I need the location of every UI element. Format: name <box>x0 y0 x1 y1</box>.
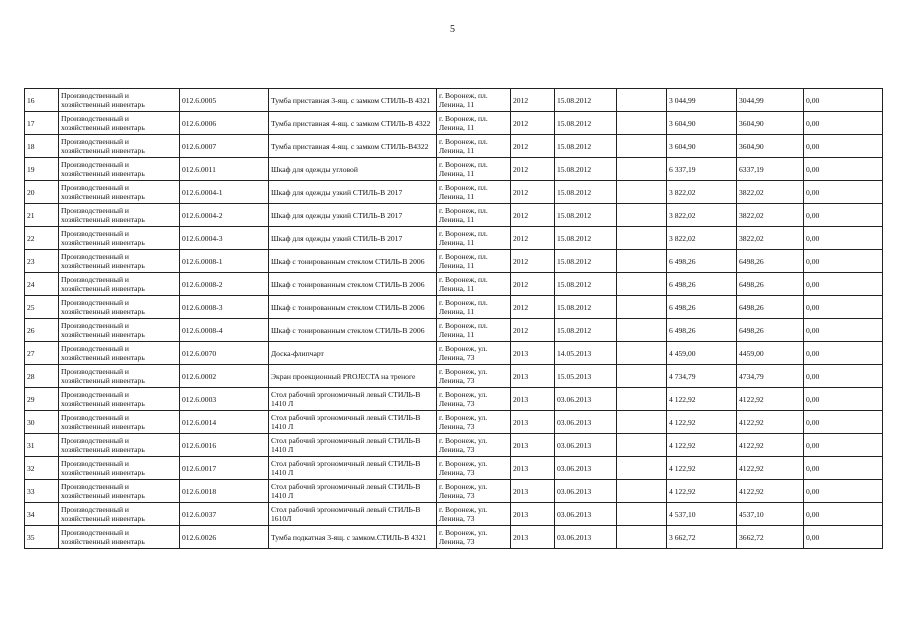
empty-cell-cell <box>617 388 667 411</box>
book-cost-cell: 6498,26 <box>737 250 804 273</box>
asset-category-cell: Производственный и хозяйственный инвентарь <box>59 411 180 434</box>
initial-cost-cell: 4 122,92 <box>667 434 737 457</box>
residual-value-cell: 0,00 <box>804 204 883 227</box>
residual-value-cell: 0,00 <box>804 434 883 457</box>
table-row <box>25 342 883 365</box>
row-number-cell: 17 <box>25 112 59 135</box>
asset-address-cell: г. Воронеж, пл. Ленина, 11 <box>437 319 511 342</box>
year-cell: 2012 <box>511 158 555 181</box>
year-cell: 2012 <box>511 250 555 273</box>
row-number-cell: 18 <box>25 135 59 158</box>
initial-cost-cell: 6 498,26 <box>667 319 737 342</box>
inventory-code-cell: 012.6.0002 <box>180 365 269 388</box>
initial-cost-cell: 6 337,19 <box>667 158 737 181</box>
acquisition-date-cell: 15.08.2012 <box>555 181 617 204</box>
asset-category-cell: Производственный и хозяйственный инвентарь <box>59 273 180 296</box>
asset-address-cell: г. Воронеж, пл. Ленина, 11 <box>437 250 511 273</box>
asset-category-cell: Производственный и хозяйственный инвентарь <box>59 112 180 135</box>
asset-name-cell: Тумба приставная 3-ящ. с замком СТИЛЬ-В 4321 <box>269 89 437 112</box>
residual-value-cell: 0,00 <box>804 296 883 319</box>
asset-address-cell: г. Воронеж, пл. Ленина, 11 <box>437 296 511 319</box>
asset-name-cell: Шкаф с тонированным стеклом СТИЛЬ-В 2006 <box>269 273 437 296</box>
table-row <box>25 135 883 158</box>
empty-cell-cell <box>617 227 667 250</box>
asset-address-cell: г. Воронеж, ул. Ленина, 73 <box>437 342 511 365</box>
acquisition-date-cell: 15.08.2012 <box>555 319 617 342</box>
acquisition-date-cell: 15.08.2012 <box>555 204 617 227</box>
year-cell: 2013 <box>511 365 555 388</box>
book-cost-cell: 4537,10 <box>737 503 804 526</box>
empty-cell-cell <box>617 434 667 457</box>
asset-name-cell: Экран проекционный PROJECTA на треноге <box>269 365 437 388</box>
year-cell: 2013 <box>511 434 555 457</box>
empty-cell-cell <box>617 158 667 181</box>
book-cost-cell: 3604,90 <box>737 135 804 158</box>
asset-address-cell: г. Воронеж, пл. Ленина, 11 <box>437 89 511 112</box>
empty-cell-cell <box>617 89 667 112</box>
residual-value-cell: 0,00 <box>804 273 883 296</box>
empty-cell-cell <box>617 135 667 158</box>
asset-address-cell: г. Воронеж, пл. Ленина, 11 <box>437 204 511 227</box>
initial-cost-cell: 6 498,26 <box>667 296 737 319</box>
acquisition-date-cell: 15.05.2013 <box>555 365 617 388</box>
initial-cost-cell: 4 122,92 <box>667 411 737 434</box>
row-number-cell: 21 <box>25 204 59 227</box>
acquisition-date-cell: 15.08.2012 <box>555 227 617 250</box>
residual-value-cell: 0,00 <box>804 457 883 480</box>
book-cost-cell: 6498,26 <box>737 273 804 296</box>
row-number-cell: 24 <box>25 273 59 296</box>
asset-name-cell: Стол рабочий эргономичный левый СТИЛЬ-В 1410 Л <box>269 388 437 411</box>
book-cost-cell: 4734,79 <box>737 365 804 388</box>
residual-value-cell: 0,00 <box>804 158 883 181</box>
page-number: 5 <box>450 24 455 35</box>
asset-address-cell: г. Воронеж, ул. Ленина, 73 <box>437 411 511 434</box>
asset-category-cell: Производственный и хозяйственный инвентарь <box>59 434 180 457</box>
table-row <box>25 457 883 480</box>
inventory-code-cell: 012.6.0018 <box>180 480 269 503</box>
year-cell: 2012 <box>511 227 555 250</box>
asset-category-cell: Производственный и хозяйственный инвентарь <box>59 181 180 204</box>
acquisition-date-cell: 15.08.2012 <box>555 296 617 319</box>
year-cell: 2013 <box>511 457 555 480</box>
inventory-code-cell: 012.6.0016 <box>180 434 269 457</box>
empty-cell-cell <box>617 503 667 526</box>
row-number-cell: 19 <box>25 158 59 181</box>
asset-name-cell: Шкаф для одежды узкий СТИЛЬ-В 2017 <box>269 181 437 204</box>
residual-value-cell: 0,00 <box>804 480 883 503</box>
table-row <box>25 480 883 503</box>
inventory-code-cell: 012.6.0014 <box>180 411 269 434</box>
asset-category-cell: Производственный и хозяйственный инвентарь <box>59 135 180 158</box>
book-cost-cell: 3662,72 <box>737 526 804 549</box>
asset-address-cell: г. Воронеж, ул. Ленина, 73 <box>437 388 511 411</box>
initial-cost-cell: 6 498,26 <box>667 250 737 273</box>
residual-value-cell: 0,00 <box>804 250 883 273</box>
asset-address-cell: г. Воронеж, ул. Ленина, 73 <box>437 365 511 388</box>
table-row <box>25 227 883 250</box>
acquisition-date-cell: 03.06.2013 <box>555 526 617 549</box>
book-cost-cell: 6498,26 <box>737 296 804 319</box>
asset-name-cell: Шкаф с тонированным стеклом СТИЛЬ-В 2006 <box>269 319 437 342</box>
inventory-code-cell: 012.6.0003 <box>180 388 269 411</box>
inventory-code-cell: 012.6.0008-2 <box>180 273 269 296</box>
acquisition-date-cell: 15.08.2012 <box>555 89 617 112</box>
residual-value-cell: 0,00 <box>804 112 883 135</box>
table-row <box>25 112 883 135</box>
row-number-cell: 30 <box>25 411 59 434</box>
acquisition-date-cell: 03.06.2013 <box>555 411 617 434</box>
initial-cost-cell: 4 459,00 <box>667 342 737 365</box>
table-row <box>25 319 883 342</box>
table-row <box>25 388 883 411</box>
year-cell: 2012 <box>511 204 555 227</box>
asset-category-cell: Производственный и хозяйственный инвентарь <box>59 250 180 273</box>
asset-category-cell: Производственный и хозяйственный инвентарь <box>59 342 180 365</box>
inventory-code-cell: 012.6.0070 <box>180 342 269 365</box>
residual-value-cell: 0,00 <box>804 503 883 526</box>
table-row <box>25 204 883 227</box>
acquisition-date-cell: 14.05.2013 <box>555 342 617 365</box>
initial-cost-cell: 6 498,26 <box>667 273 737 296</box>
acquisition-date-cell: 03.06.2013 <box>555 457 617 480</box>
row-number-cell: 27 <box>25 342 59 365</box>
table-row <box>25 296 883 319</box>
asset-address-cell: г. Воронеж, пл. Ленина, 11 <box>437 273 511 296</box>
asset-category-cell: Производственный и хозяйственный инвентарь <box>59 365 180 388</box>
book-cost-cell: 4122,92 <box>737 480 804 503</box>
empty-cell-cell <box>617 480 667 503</box>
inventory-code-cell: 012.6.0004-3 <box>180 227 269 250</box>
residual-value-cell: 0,00 <box>804 227 883 250</box>
book-cost-cell: 4122,92 <box>737 434 804 457</box>
book-cost-cell: 6337,19 <box>737 158 804 181</box>
initial-cost-cell: 3 044,99 <box>667 89 737 112</box>
year-cell: 2013 <box>511 411 555 434</box>
residual-value-cell: 0,00 <box>804 342 883 365</box>
row-number-cell: 28 <box>25 365 59 388</box>
acquisition-date-cell: 03.06.2013 <box>555 503 617 526</box>
table-row <box>25 526 883 549</box>
initial-cost-cell: 3 822,02 <box>667 227 737 250</box>
acquisition-date-cell: 03.06.2013 <box>555 434 617 457</box>
year-cell: 2013 <box>511 480 555 503</box>
residual-value-cell: 0,00 <box>804 181 883 204</box>
row-number-cell: 35 <box>25 526 59 549</box>
table-body <box>25 89 883 549</box>
inventory-code-cell: 012.6.0005 <box>180 89 269 112</box>
inventory-code-cell: 012.6.0026 <box>180 526 269 549</box>
empty-cell-cell <box>617 526 667 549</box>
initial-cost-cell: 3 604,90 <box>667 135 737 158</box>
row-number-cell: 23 <box>25 250 59 273</box>
year-cell: 2012 <box>511 112 555 135</box>
book-cost-cell: 4459,00 <box>737 342 804 365</box>
asset-category-cell: Производственный и хозяйственный инвентарь <box>59 503 180 526</box>
book-cost-cell: 4122,92 <box>737 388 804 411</box>
asset-category-cell: Производственный и хозяйственный инвентарь <box>59 227 180 250</box>
asset-category-cell: Производственный и хозяйственный инвентарь <box>59 296 180 319</box>
asset-category-cell: Производственный и хозяйственный инвентарь <box>59 388 180 411</box>
table-row <box>25 89 883 112</box>
asset-address-cell: г. Воронеж, пл. Ленина, 11 <box>437 158 511 181</box>
row-number-cell: 22 <box>25 227 59 250</box>
row-number-cell: 16 <box>25 89 59 112</box>
initial-cost-cell: 4 734,79 <box>667 365 737 388</box>
asset-category-cell: Производственный и хозяйственный инвентарь <box>59 158 180 181</box>
residual-value-cell: 0,00 <box>804 411 883 434</box>
year-cell: 2012 <box>511 296 555 319</box>
residual-value-cell: 0,00 <box>804 526 883 549</box>
acquisition-date-cell: 03.06.2013 <box>555 480 617 503</box>
empty-cell-cell <box>617 319 667 342</box>
empty-cell-cell <box>617 204 667 227</box>
asset-address-cell: г. Воронеж, ул. Ленина, 73 <box>437 526 511 549</box>
residual-value-cell: 0,00 <box>804 135 883 158</box>
row-number-cell: 32 <box>25 457 59 480</box>
asset-name-cell: Шкаф для одежды узкий СТИЛЬ-В 2017 <box>269 204 437 227</box>
inventory-code-cell: 012.6.0006 <box>180 112 269 135</box>
residual-value-cell: 0,00 <box>804 319 883 342</box>
inventory-code-cell: 012.6.0017 <box>180 457 269 480</box>
empty-cell-cell <box>617 342 667 365</box>
initial-cost-cell: 4 122,92 <box>667 457 737 480</box>
year-cell: 2012 <box>511 319 555 342</box>
row-number-cell: 34 <box>25 503 59 526</box>
initial-cost-cell: 4 537,10 <box>667 503 737 526</box>
row-number-cell: 33 <box>25 480 59 503</box>
asset-category-cell: Производственный и хозяйственный инвентарь <box>59 204 180 227</box>
book-cost-cell: 3044,99 <box>737 89 804 112</box>
asset-category-cell: Производственный и хозяйственный инвентарь <box>59 457 180 480</box>
inventory-code-cell: 012.6.0037 <box>180 503 269 526</box>
initial-cost-cell: 3 822,02 <box>667 204 737 227</box>
row-number-cell: 31 <box>25 434 59 457</box>
table-row <box>25 434 883 457</box>
initial-cost-cell: 3 822,02 <box>667 181 737 204</box>
empty-cell-cell <box>617 112 667 135</box>
row-number-cell: 29 <box>25 388 59 411</box>
inventory-code-cell: 012.6.0008-4 <box>180 319 269 342</box>
asset-name-cell: Тумба приставная 4-ящ. с замком СТИЛЬ-В4322 <box>269 135 437 158</box>
book-cost-cell: 6498,26 <box>737 319 804 342</box>
residual-value-cell: 0,00 <box>804 365 883 388</box>
empty-cell-cell <box>617 181 667 204</box>
initial-cost-cell: 3 662,72 <box>667 526 737 549</box>
year-cell: 2013 <box>511 526 555 549</box>
asset-name-cell: Шкаф для одежды узкий СТИЛЬ-В 2017 <box>269 227 437 250</box>
asset-category-cell: Производственный и хозяйственный инвентарь <box>59 526 180 549</box>
acquisition-date-cell: 03.06.2013 <box>555 388 617 411</box>
book-cost-cell: 4122,92 <box>737 457 804 480</box>
inventory-table <box>24 88 883 549</box>
table-row <box>25 250 883 273</box>
asset-name-cell: Шкаф с тонированным стеклом СТИЛЬ-В 2006 <box>269 296 437 319</box>
asset-name-cell: Стол рабочий эргономичный левый СТИЛЬ-В 1410 Л <box>269 457 437 480</box>
asset-address-cell: г. Воронеж, пл. Ленина, 11 <box>437 227 511 250</box>
table-row <box>25 158 883 181</box>
year-cell: 2013 <box>511 342 555 365</box>
acquisition-date-cell: 15.08.2012 <box>555 158 617 181</box>
book-cost-cell: 4122,92 <box>737 411 804 434</box>
empty-cell-cell <box>617 250 667 273</box>
residual-value-cell: 0,00 <box>804 388 883 411</box>
table-row <box>25 503 883 526</box>
book-cost-cell: 3822,02 <box>737 204 804 227</box>
year-cell: 2013 <box>511 503 555 526</box>
acquisition-date-cell: 15.08.2012 <box>555 135 617 158</box>
acquisition-date-cell: 15.08.2012 <box>555 112 617 135</box>
asset-address-cell: г. Воронеж, пл. Ленина, 11 <box>437 135 511 158</box>
asset-name-cell: Стол рабочий эргономичный левый СТИЛЬ-В 1610Л <box>269 503 437 526</box>
inventory-code-cell: 012.6.0008-1 <box>180 250 269 273</box>
inventory-code-cell: 012.6.0004-1 <box>180 181 269 204</box>
table-row <box>25 365 883 388</box>
asset-address-cell: г. Воронеж, пл. Ленина, 11 <box>437 112 511 135</box>
asset-name-cell: Шкаф для одежды угловой <box>269 158 437 181</box>
table-row <box>25 181 883 204</box>
acquisition-date-cell: 15.08.2012 <box>555 250 617 273</box>
empty-cell-cell <box>617 273 667 296</box>
inventory-code-cell: 012.6.0011 <box>180 158 269 181</box>
asset-name-cell: Шкаф с тонированным стеклом СТИЛЬ-В 2006 <box>269 250 437 273</box>
asset-address-cell: г. Воронеж, ул. Ленина, 73 <box>437 434 511 457</box>
book-cost-cell: 3604,90 <box>737 112 804 135</box>
inventory-code-cell: 012.6.0007 <box>180 135 269 158</box>
asset-name-cell: Стол рабочий эргономичный левый СТИЛЬ-В 1410 Л <box>269 411 437 434</box>
asset-address-cell: г. Воронеж, пл. Ленина, 11 <box>437 181 511 204</box>
row-number-cell: 26 <box>25 319 59 342</box>
table-row <box>25 411 883 434</box>
year-cell: 2012 <box>511 135 555 158</box>
inventory-code-cell: 012.6.0004-2 <box>180 204 269 227</box>
empty-cell-cell <box>617 411 667 434</box>
asset-name-cell: Тумба подкатная 3-ящ. с замком.СТИЛЬ-В 4321 <box>269 526 437 549</box>
acquisition-date-cell: 15.08.2012 <box>555 273 617 296</box>
initial-cost-cell: 3 604,90 <box>667 112 737 135</box>
initial-cost-cell: 4 122,92 <box>667 388 737 411</box>
year-cell: 2012 <box>511 89 555 112</box>
residual-value-cell: 0,00 <box>804 89 883 112</box>
empty-cell-cell <box>617 365 667 388</box>
book-cost-cell: 3822,02 <box>737 227 804 250</box>
empty-cell-cell <box>617 296 667 319</box>
year-cell: 2012 <box>511 273 555 296</box>
asset-category-cell: Производственный и хозяйственный инвентарь <box>59 89 180 112</box>
asset-address-cell: г. Воронеж, ул. Ленина, 73 <box>437 503 511 526</box>
asset-address-cell: г. Воронеж, ул. Ленина, 73 <box>437 480 511 503</box>
table-row <box>25 273 883 296</box>
year-cell: 2013 <box>511 388 555 411</box>
asset-name-cell: Доска-флипчарт <box>269 342 437 365</box>
asset-category-cell: Производственный и хозяйственный инвентарь <box>59 319 180 342</box>
row-number-cell: 20 <box>25 181 59 204</box>
asset-category-cell: Производственный и хозяйственный инвентарь <box>59 480 180 503</box>
inventory-code-cell: 012.6.0008-3 <box>180 296 269 319</box>
asset-address-cell: г. Воронеж, ул. Ленина, 73 <box>437 457 511 480</box>
book-cost-cell: 3822,02 <box>737 181 804 204</box>
year-cell: 2012 <box>511 181 555 204</box>
initial-cost-cell: 4 122,92 <box>667 480 737 503</box>
asset-name-cell: Стол рабочий эргономичный левый СТИЛЬ-В 1410 Л <box>269 480 437 503</box>
empty-cell-cell <box>617 457 667 480</box>
row-number-cell: 25 <box>25 296 59 319</box>
asset-name-cell: Стол рабочий эргономичный левый СТИЛЬ-В 1410 Л <box>269 434 437 457</box>
asset-name-cell: Тумба приставная 4-ящ. с замком СТИЛЬ-В 4322 <box>269 112 437 135</box>
